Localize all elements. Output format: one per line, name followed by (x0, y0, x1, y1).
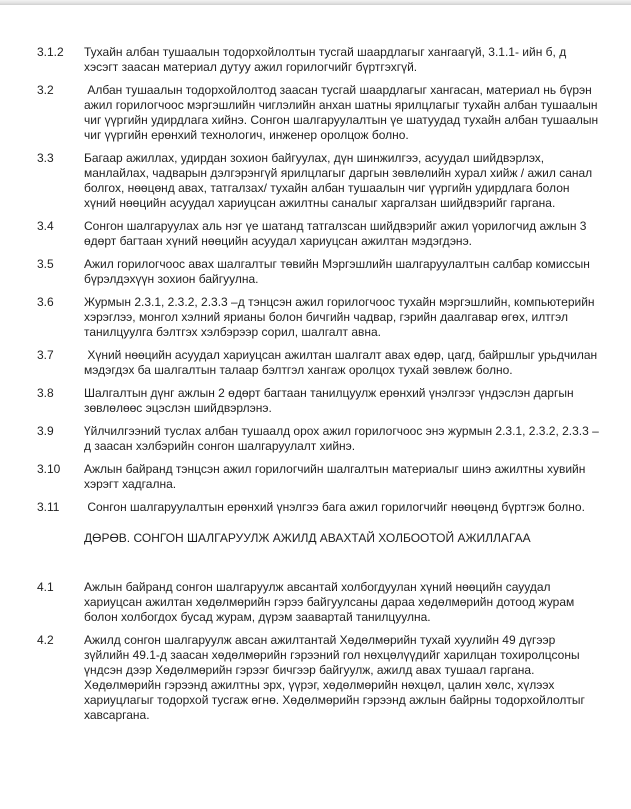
section-text: Багаар ажиллах, удирдан зохион байгуулах, дүн шинжилгээ, асуудал шийдвэрлэх, манлайлах, чадварын дэлгэрэнгүй ярилцлагыг даргын зөвлөлийн хурал хийж / ажил санал болгох, нөөцөнд авах, татгалзах/ тухайн албан тушаалын чиг үүргийн удирдлага болон хүний нөөцийн асуудал хариуцсан ажилтны саналыг харгалзан шийдвэрийг гаргана. (84, 151, 596, 210)
section-item (37, 424, 603, 454)
section-text: Хүний нөөцийн асуудал хариуцсан ажилтан шалгалт авах өдөр, цагд, байршлыг урьдчилан мэдэгдэх ба шалгалтын талаар бэлтгэл хангаж оролцох тухай зөвлөж болно. (84, 348, 601, 377)
section-item (37, 45, 603, 75)
section-item (37, 151, 603, 211)
section-number: 3.11 (37, 500, 60, 514)
section-number: 3.6 (37, 295, 54, 309)
document-page (0, 5, 631, 723)
section-item (37, 500, 603, 515)
section-text: Үйлчилгээний туслах албан тушаалд орох ажил горилогчоос энэ журмын 2.3.1, 2.3.2, 2.3.3 – д заасан хэлбэрийн сонгон шалгаруулалт хийнэ. (84, 424, 603, 453)
section-number: 3.2 (37, 83, 54, 97)
section-text: Албан тушаалын тодорхойлолтод заасан тусгай шаардлагыг хангасан, материал нь бүрэн ажил горилогчоос мэргэшлийн чиглэлийн анхан шатны ярилцлагыг тухайн албан тушаалын чиг үүргийн удирдлага хийнэ. Сонгон шалгаруулалтын үе шатуудад тухайн албан тушаалын чиг үүргийн ерөнхий технологич, инженер оролцож болно. (84, 83, 602, 142)
section-item (37, 295, 603, 340)
section-item (37, 257, 603, 287)
section-text: Сонгон шалгаруулалтын ерөнхий үнэлгээ бага ажил горилогчийг нөөцөнд бүртгэж болно. (84, 500, 585, 514)
section-item (37, 386, 603, 416)
section-number: 3.1.2 (37, 45, 64, 59)
section-text: Ажилд сонгон шалгаруулж авсан ажилтантай Хөдөлмөрийн тухай хуулийн 49 дүгээр зүйлийн 49.1-д заасан хөдөлмөрийн гэрээний гол нөхцөлүүдийг харилцан тохиролцсоны үндсэн дээр Хөдөлмөрийн гэрээг бичгээр байгуулж, ажилд авах тушаал гаргана. Хөдөлмөрийн гэрээнд ажилтны эрх, үүрэг, хөдөлмөрийн нөхцөл, цалин хөлс, хүлээх хариуцлагыг тодорхой тусгаж өгнө. Хөдөлмөрийн гэрээнд ажлын байрны тодорхойлолтыг хавсаргана. (84, 633, 589, 722)
section-number: 4.2 (37, 633, 54, 647)
section-number: 3.5 (37, 257, 54, 271)
section-text: Ажлын байранд сонгон шалгаруулж авсантай холбогдуулан хүний нөөцийн сауудал хариуцсан ажилтан хөдөлмөрийн гэрээ байгуулсаны дараа хөдөлмөрийн дотоод журам болон холбогдох бусад журам, дүрэм заавартай танилцуулна. (84, 580, 578, 624)
section-number: 4.1 (37, 580, 54, 594)
section-item (37, 219, 603, 249)
section-item (37, 83, 603, 143)
section-item (37, 348, 603, 378)
section-text: Тухайн албан тушаалын тодорхойлолтын тусгай шаардлагыг хангаагүй, 3.1.1- ийн б, д хэсэгт заасан материал дутуу ажил горилогчийг бүртгэхгүй. (84, 45, 570, 74)
section-item (37, 462, 603, 492)
section-number: 3.7 (37, 348, 54, 362)
section-number: 3.3 (37, 151, 54, 165)
section-item (37, 580, 603, 625)
section-number: 3.4 (37, 219, 54, 233)
section-text: Шалгалтын дүнг ажлын 2 өдөрт багтаан танилцуулж ерөнхий үнэлгээг үндэслэн даргын зөвлөлөөс эцэслэн шийдвэрлэнэ. (84, 386, 577, 415)
section-number: 3.8 (37, 386, 54, 400)
section-text: Ажил горилогчоос авах шалгалтыг төвийн Мэргэшлийн шалгаруулалтын салбар комиссын бүрэлдэхүүн зохион байгуулна. (84, 257, 594, 286)
chapter-heading: ДӨРӨВ. СОНГОН ШАЛГАРУУЛЖ АЖИЛД АВАХТАЙ ХОЛБООТОЙ АЖИЛЛАГАА (84, 531, 531, 545)
section-text: Журмын 2.3.1, 2.3.2, 2.3.3 –д тэнцсэн ажил горилогчоос тухайн мэргэшлийн, компьютерийн хэрэглээ, монгол хэлний ярианы болон бичгийн чадвар, гэрийн даалгавар өгөх, илтгэл танилцуулга бэлтгэх хэлбэрээр сорил, шалгалт авна. (84, 295, 598, 339)
section-number: 3.10 (37, 462, 61, 476)
section-item (37, 633, 603, 723)
section-text: Ажлын байранд тэнцсэн ажил горилогчийн шалгалтын материалыг шинэ ажилтны хувийн хэрэгт хадгална. (84, 462, 589, 491)
section-text: Сонгон шалгаруулах аль нэг үе шатанд татгалзсан шийдвэрийг ажил үорилогчид ажлын 3 өдөрт багтаан хүний нөөцийн асуудал хариуцсан ажилтан мэдэгдэнэ. (84, 219, 590, 248)
section-number: 3.9 (37, 424, 54, 438)
